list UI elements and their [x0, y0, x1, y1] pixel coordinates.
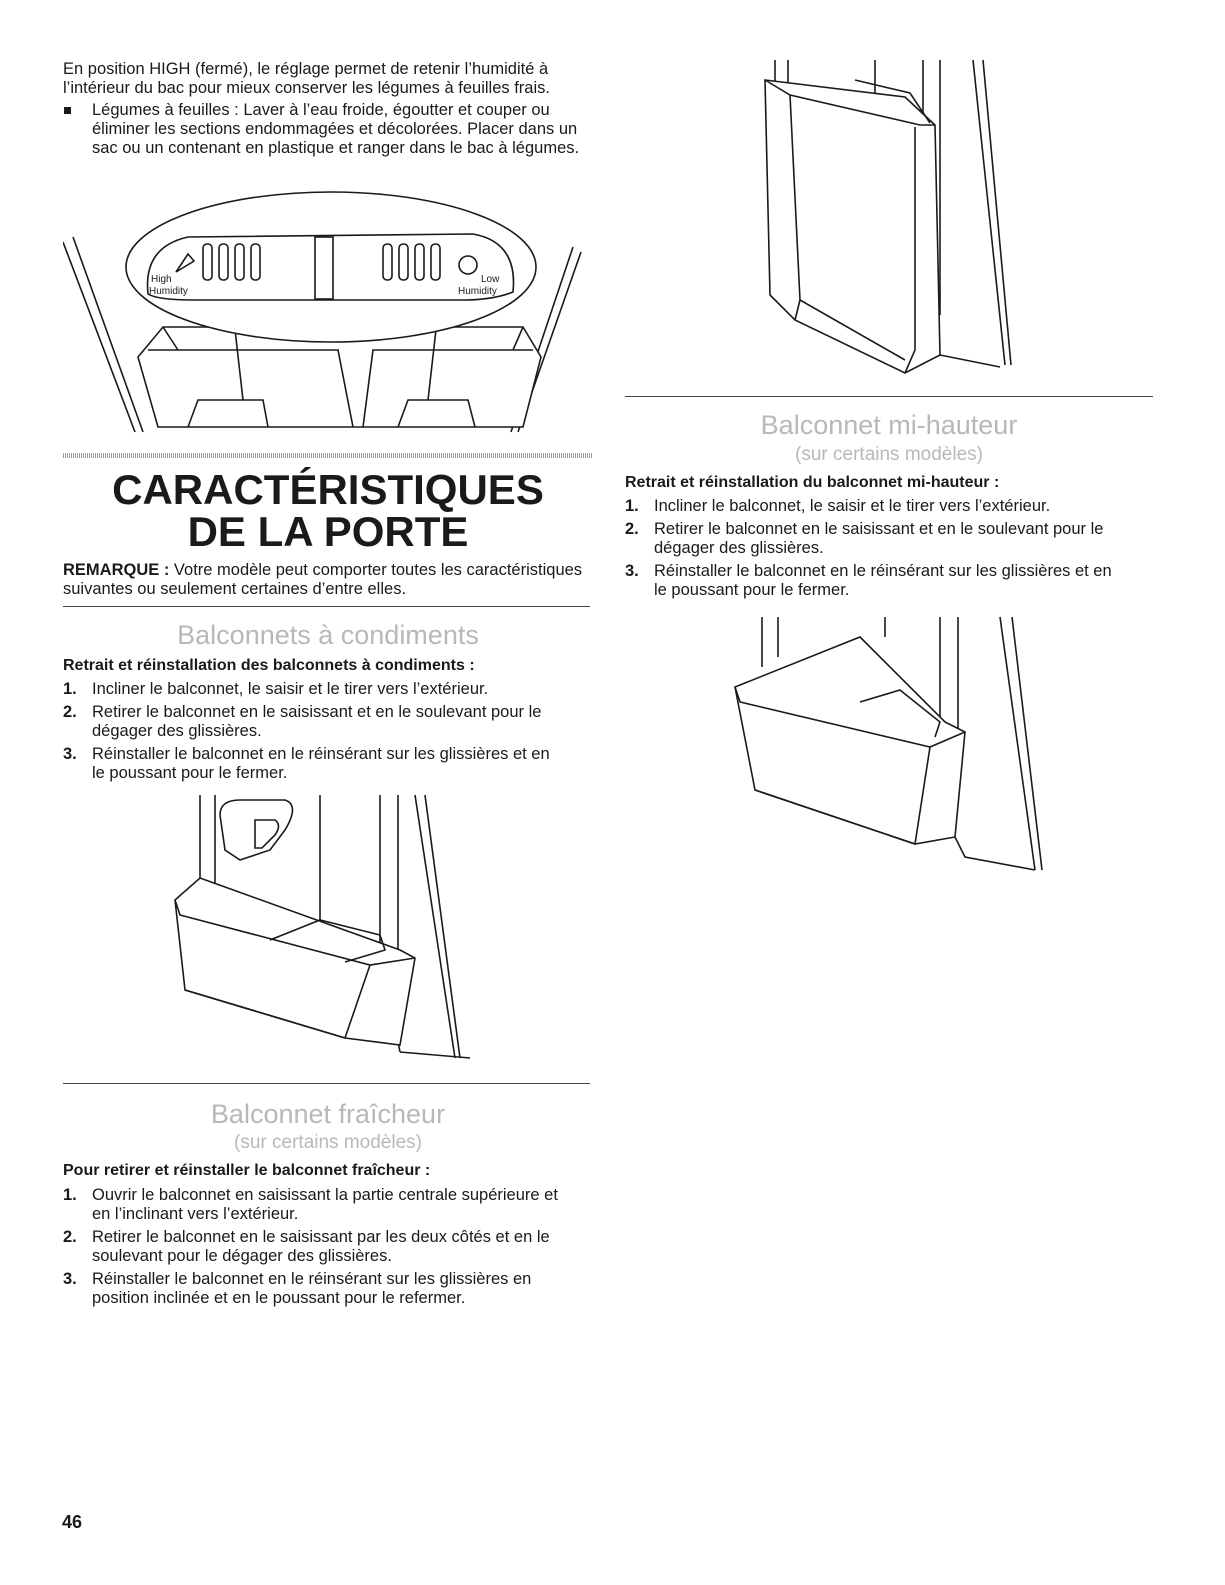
main-title-line2: DE LA PORTE: [187, 508, 469, 555]
main-title-line1: CARACTÉRISTIQUES: [112, 466, 544, 513]
condiment-bin-illustration: [170, 790, 490, 1065]
section-divider: [63, 606, 590, 607]
remark-paragraph: [63, 561, 593, 599]
high-humidity-label: Humidity: [149, 286, 188, 297]
crisper-humidity-control-illustration: [63, 182, 593, 442]
section-divider: [625, 396, 1153, 397]
mi-hauteur-steps: [625, 497, 1115, 604]
list-item: 1. Incliner le balconnet, le saisir et le tirer vers l’extérieur.: [63, 680, 489, 698]
list-item: 2. Retirer le balconnet en le saisissant et en le soulevant pour le dégager des glissières.: [625, 520, 1104, 557]
mi-hauteur-heading: Retrait et réinstallation du balconnet mi-hauteur :: [625, 474, 1000, 491]
list-item: 1. Ouvrir le balconnet en saisissant la partie centrale supérieure et en l’inclinant vers l’extérieur.: [63, 1186, 558, 1223]
bullet-marker: [64, 107, 71, 114]
high-label: High: [151, 274, 172, 285]
list-item: 3. Réinstaller le balconnet en le réinsérant sur les glissières et en le poussant pour le fermer.: [625, 562, 1112, 599]
intro-bullet-item: [63, 101, 597, 158]
fraicheur-steps: [63, 1186, 578, 1312]
condiments-steps: [63, 680, 563, 787]
remark-text: Votre modèle peut comporter toutes les caractéristiques suivantes ou seulement certaines d’entre elles.: [63, 561, 583, 598]
mi-hauteur-title: Balconnet mi-hauteur: [760, 410, 1018, 440]
intro-bullet-text: Légumes à feuilles : Laver à l’eau froide, égoutter et couper ou éliminer les sections endommagées et décolorées. Placer dans un sac ou un contenant en plastique et ranger dans le bac à légumes.: [92, 101, 580, 157]
list-item: 3. Réinstaller le balconnet en le réinsérant sur les glissières et en le poussant pour le fermer.: [63, 745, 550, 782]
intro-paragraph: En position HIGH (fermé), le réglage permet de retenir l’humidité à l’intérieur du bac pour mieux conserver les légumes à feuilles frais.: [63, 60, 550, 97]
list-item: 2. Retirer le balconnet en le saisissant par les deux côtés et en le soulevant pour le dégager des glissières.: [63, 1228, 550, 1265]
list-item: 2. Retirer le balconnet en le saisissant et en le soulevant pour le dégager des glissières.: [63, 703, 542, 740]
condiments-title: Balconnets à condiments: [177, 620, 479, 650]
fresh-bin-illustration: [755, 55, 1025, 375]
hatched-divider: [63, 453, 593, 458]
low-humidity-label: Humidity: [458, 286, 497, 297]
mi-hauteur-subtitle: (sur certains modèles): [795, 444, 983, 465]
fraicheur-heading: Pour retirer et réinstaller le balconnet fraîcheur :: [63, 1162, 431, 1179]
low-label: Low: [481, 274, 500, 285]
fraicheur-subtitle: (sur certains modèles): [234, 1132, 422, 1153]
remark-label: REMARQUE :: [63, 561, 170, 579]
mid-height-bin-illustration: [730, 612, 1050, 877]
list-item: 3. Réinstaller le balconnet en le réinsérant sur les glissières en position inclinée et en le poussant pour le refermer.: [63, 1270, 532, 1307]
fraicheur-title: Balconnet fraîcheur: [210, 1099, 446, 1129]
list-item: 1. Incliner le balconnet, le saisir et le tirer vers l’extérieur.: [625, 497, 1051, 515]
condiments-heading: Retrait et réinstallation des balconnets à condiments :: [63, 657, 475, 674]
page-number: 46: [62, 1512, 83, 1532]
section-divider: [63, 1083, 590, 1084]
